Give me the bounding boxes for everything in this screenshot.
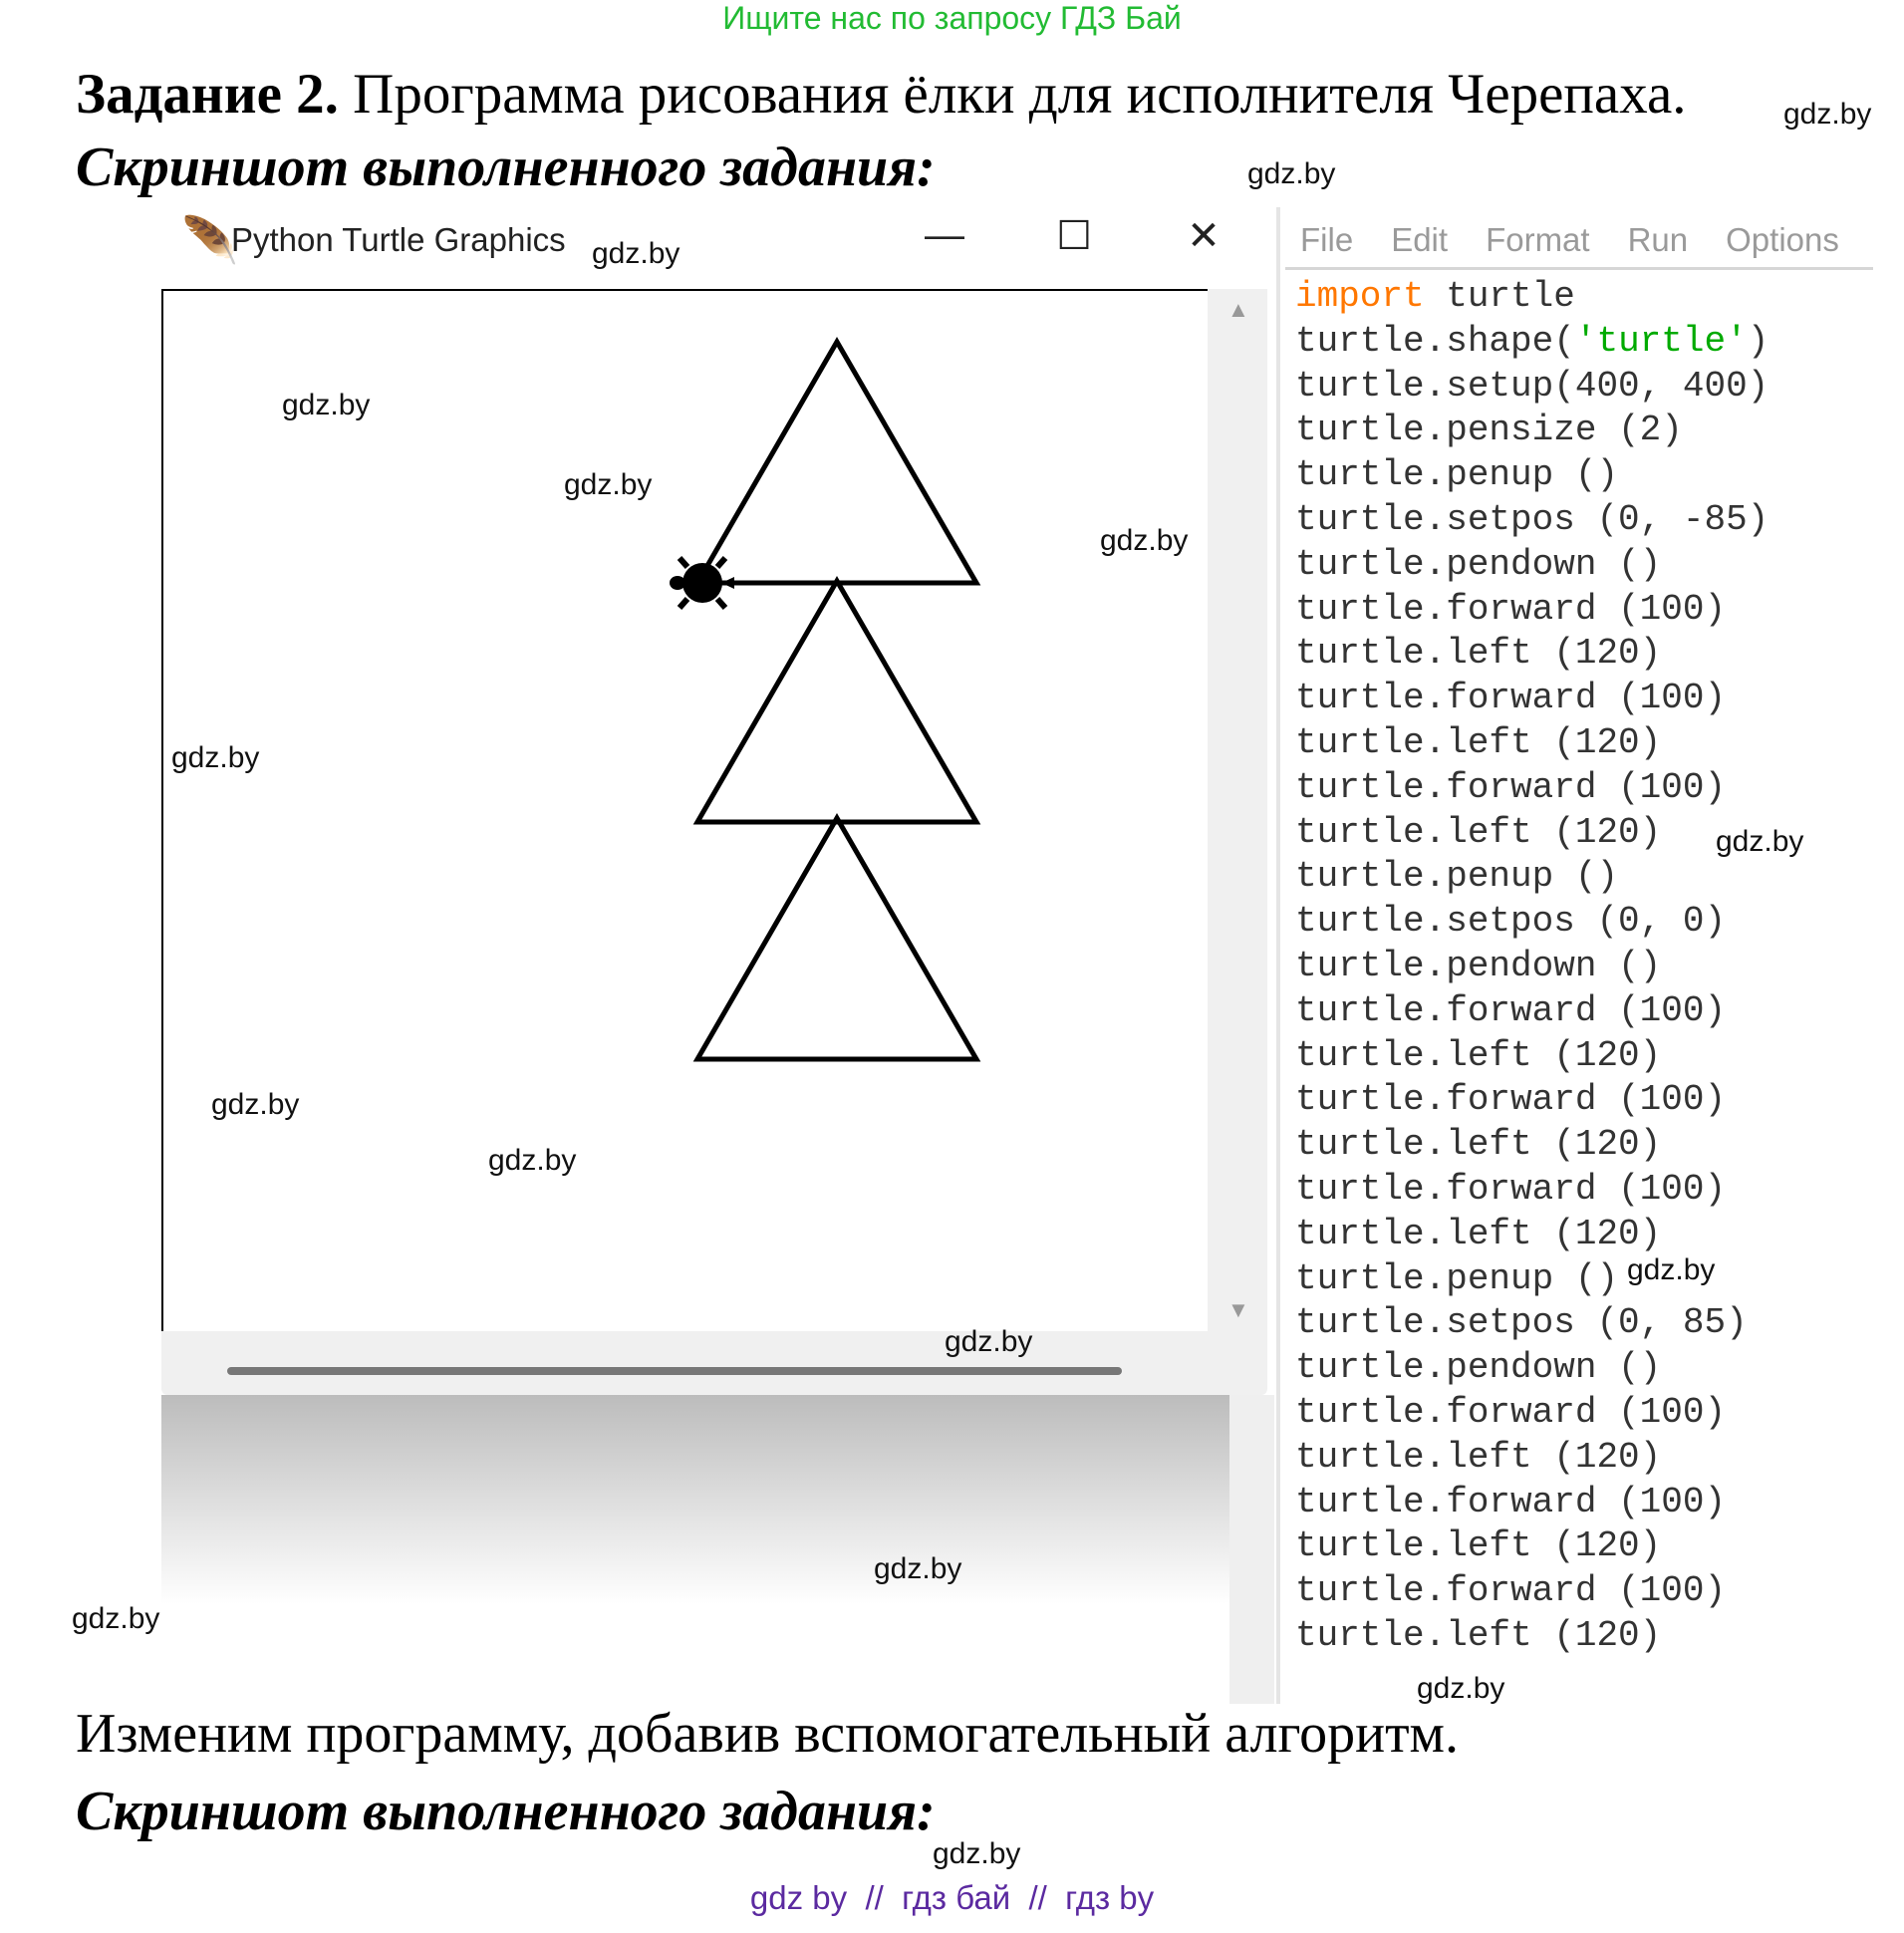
watermark: gdz.by [1100,524,1189,557]
code-line: turtle.left (120) [1295,1213,1662,1254]
code-line: turtle.forward (100) [1295,989,1727,1031]
editor-menubar [1300,221,1877,259]
search-banner: Ищите нас по запросу ГДЗ Бай [722,0,1182,36]
close-button[interactable]: ✕ [1187,214,1221,258]
watermark: gdz.by [564,468,653,501]
code-line: turtle.left (120) [1295,811,1662,853]
vertical-scrollbar[interactable] [1208,289,1267,1331]
task-number: Задание 2. [76,63,339,126]
watermark: gdz.by [171,741,260,774]
code-line: turtle.pendown () [1295,945,1662,986]
scroll-up-icon[interactable]: ▲ [1227,297,1249,322]
menu-file[interactable]: File [1300,221,1354,258]
window-title: Python Turtle Graphics [231,221,566,258]
screenshot-label: Скриншот выполненного задания: [76,137,936,198]
tree-drawing [163,291,1208,1331]
code-line: turtle.setpos (0, 0) [1295,901,1727,943]
watermark: gdz.by [1247,157,1336,190]
code-line: turtle.pendown () [1295,543,1662,585]
editor-gap [1229,1395,1274,1704]
menu-run[interactable]: Run [1627,221,1689,258]
turtle-cursor-icon [670,558,734,608]
code-line: turtle.left (120) [1295,1436,1662,1478]
menu-edit[interactable]: Edit [1391,221,1449,258]
window-shadow [161,1395,1239,1604]
code-line: turtle.left (120) [1295,1124,1662,1166]
horizontal-scroll-thumb[interactable] [227,1367,1122,1375]
menu-format[interactable]: Format [1486,221,1590,258]
code-line: turtle.left (120) [1295,1034,1662,1076]
code-listing[interactable] [1295,275,1768,1659]
code-line: turtle.penup () [1295,454,1619,496]
tree-middle-triangle [697,581,976,822]
watermark: gdz.by [1716,825,1804,858]
feather-icon: 🪶 [181,214,239,266]
menubar-divider [1285,267,1873,270]
watermark: gdz.by [282,389,371,421]
menu-options[interactable]: Options [1726,221,1839,258]
code-line: turtle.pendown () [1295,1347,1662,1389]
code-line: turtle.forward (100) [1295,1168,1727,1210]
tree-top-triangle [697,342,976,583]
minimize-button[interactable]: — [925,213,964,257]
code-line: turtle.pensize (2) [1295,410,1683,451]
tree-bottom-triangle [697,818,976,1059]
code-line: turtle.penup () [1295,856,1619,898]
code-line: turtle.left (120) [1295,1525,1662,1567]
horizontal-scrollbar[interactable] [161,1331,1267,1395]
watermark: gdz.by [211,1088,300,1121]
watermark: gdz.by [592,237,680,270]
code-line: turtle.forward (100) [1295,678,1727,719]
watermark: gdz.by [874,1552,962,1585]
code-line: turtle.forward (100) [1295,1481,1727,1522]
watermark: gdz.by [72,1602,160,1635]
code-line: import turtle [1295,276,1575,317]
code-line: turtle.forward (100) [1295,588,1727,630]
code-line: turtle.shape('turtle') [1295,320,1769,362]
code-line: turtle.forward (100) [1295,1391,1727,1433]
watermark: gdz.by [1783,98,1872,131]
code-line: turtle.setup(400, 400) [1295,365,1769,407]
footer-links[interactable]: gdz by // гдз бай // гдз by [749,1879,1155,1916]
maximize-button[interactable]: ☐ [1056,214,1092,258]
code-line: turtle.left (120) [1295,1614,1662,1656]
scroll-down-icon[interactable]: ▼ [1227,1297,1249,1322]
watermark: gdz.by [1627,1253,1716,1286]
task-text: Программа рисования ёлки для исполнителя Черепаха. [338,63,1687,126]
body-text: Изменим программу, добавив вспомогательный алгоритм. [76,1703,1459,1765]
watermark: gdz.by [945,1325,1033,1358]
watermark: gdz.by [933,1837,1021,1870]
watermark: gdz.by [488,1144,577,1177]
screenshot-label-second: Скриншот выполненного задания: [76,1781,936,1842]
code-line: turtle.setpos (0, -85) [1295,498,1769,540]
code-line: turtle.forward (100) [1295,766,1727,808]
code-line: turtle.left (120) [1295,721,1662,763]
code-line: turtle.forward (100) [1295,1570,1727,1612]
code-line: turtle.penup () [1295,1257,1619,1299]
code-line: turtle.left (120) [1295,633,1662,675]
code-line: turtle.forward (100) [1295,1079,1727,1121]
task-heading [76,62,1687,127]
turtle-canvas [161,289,1208,1331]
watermark: gdz.by [1417,1672,1505,1705]
code-line: turtle.setpos (0, 85) [1295,1302,1748,1344]
